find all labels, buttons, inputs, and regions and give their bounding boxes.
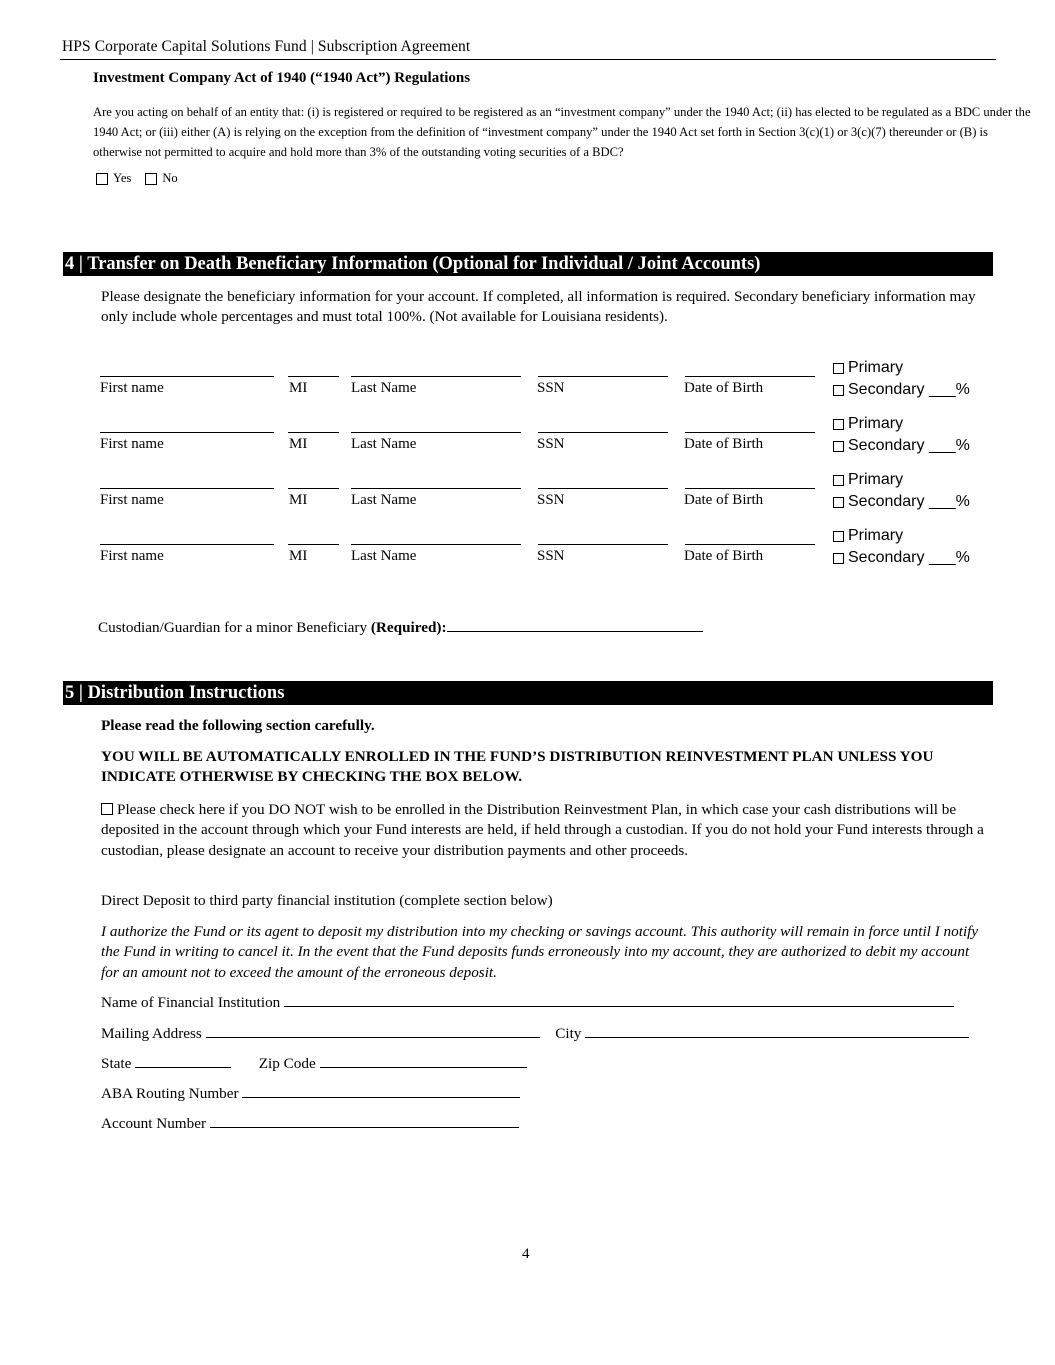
secondary-checkbox[interactable]: Secondary ___% <box>833 381 970 399</box>
last-name-field[interactable] <box>351 432 521 433</box>
last-name-field[interactable] <box>351 376 521 377</box>
zip-code-label: Zip Code <box>258 1055 316 1072</box>
primary-checkbox[interactable]: Primary <box>833 527 903 545</box>
ssn-label: SSN <box>537 492 565 508</box>
ssn-field[interactable] <box>538 544 668 545</box>
mailing-address-label: Mailing Address <box>101 1025 202 1042</box>
first-name-label: First name <box>100 380 164 396</box>
aba-row <box>101 1084 520 1103</box>
header-divider <box>60 59 996 60</box>
aba-routing-field[interactable] <box>242 1084 520 1098</box>
ssn-field[interactable] <box>538 376 668 377</box>
secondary-checkbox[interactable]: Secondary ___% <box>833 493 970 511</box>
opt-out-checkbox[interactable] <box>101 803 113 815</box>
dob-field[interactable] <box>685 488 815 489</box>
no-label: No <box>162 171 178 185</box>
ssn-field[interactable] <box>538 432 668 433</box>
last-name-label: Last Name <box>351 492 417 508</box>
account-number-field[interactable] <box>210 1114 519 1128</box>
state-label: State <box>101 1055 132 1072</box>
mi-field[interactable] <box>288 544 339 545</box>
yes-label: Yes <box>113 171 132 185</box>
ssn-label: SSN <box>537 548 565 564</box>
dob-field[interactable] <box>685 544 815 545</box>
last-name-label: Last Name <box>351 436 417 452</box>
first-name-field[interactable] <box>100 544 274 545</box>
beneficiary-row-1 <box>100 359 1000 410</box>
checkbox-icon[interactable] <box>145 173 157 185</box>
document-header-title: HPS Corporate Capital Solutions Fund | Subscription Agreement <box>62 38 471 55</box>
primary-checkbox[interactable]: Primary <box>833 471 903 489</box>
institution-row <box>101 993 954 1012</box>
last-name-label: Last Name <box>351 548 417 564</box>
checkbox-icon[interactable] <box>96 173 108 185</box>
first-name-field[interactable] <box>100 376 274 377</box>
mi-label: MI <box>289 548 308 564</box>
first-name-label: First name <box>100 436 164 452</box>
first-name-field[interactable] <box>100 432 274 433</box>
mailing-city-row <box>101 1024 969 1043</box>
zip-code-field[interactable] <box>320 1054 527 1068</box>
account-number-label: Account Number <box>101 1115 207 1132</box>
auto-enroll-notice: YOU WILL BE AUTOMATICALLY ENROLLED IN THE FUND’S DISTRIBUTION REINVESTMENT PLAN UNLESS YOU INDICATE OTHERWISE BY CHECKING THE BOX BELOW. <box>101 748 934 786</box>
dob-label: Date of Birth <box>684 436 764 452</box>
primary-checkbox[interactable]: Primary <box>833 359 903 377</box>
mailing-address-field[interactable] <box>206 1024 540 1038</box>
opt-out-paragraph <box>101 800 986 861</box>
state-zip-row <box>101 1054 527 1073</box>
no-checkbox[interactable] <box>145 171 177 186</box>
act-1940-options <box>96 171 188 186</box>
dob-label: Date of Birth <box>684 380 764 396</box>
ssn-field[interactable] <box>538 488 668 489</box>
ssn-label: SSN <box>537 436 565 452</box>
checkbox-icon[interactable] <box>833 441 844 452</box>
custodian-row <box>98 618 703 637</box>
checkbox-icon[interactable] <box>833 475 844 486</box>
checkbox-icon[interactable] <box>833 553 844 564</box>
custodian-required-label: (Required): <box>370 619 447 636</box>
mi-field[interactable] <box>288 488 339 489</box>
checkbox-icon[interactable] <box>833 363 844 374</box>
act-1940-heading: Investment Company Act of 1940 (“1940 Act”) Regulations <box>93 70 471 86</box>
section-5-title: 5 | Distribution Instructions <box>63 681 993 705</box>
opt-out-text: Please check here if you DO NOT wish to be enrolled in the Distribution Reinvestment Plan, in which case your cash distributions will be deposited in the account through which your Fund interests are held, if held through a custodian. If you do not hold your Fund interests through a custodian, please designate an account to receive your distribution payments and other proceeds. <box>101 801 984 859</box>
read-carefully-note: Please read the following section carefully. <box>101 717 375 734</box>
aba-routing-label: ABA Routing Number <box>101 1085 239 1102</box>
checkbox-icon[interactable] <box>833 385 844 396</box>
yes-checkbox[interactable] <box>96 171 131 186</box>
checkbox-icon[interactable] <box>833 419 844 430</box>
ssn-label: SSN <box>537 380 565 396</box>
last-name-label: Last Name <box>351 380 417 396</box>
account-row <box>101 1114 519 1133</box>
city-label: City <box>555 1025 582 1042</box>
dob-field[interactable] <box>685 376 815 377</box>
section-4-title: 4 | Transfer on Death Beneficiary Information (Optional for Individual / Joint Accounts) <box>63 252 993 276</box>
state-field[interactable] <box>135 1054 231 1068</box>
beneficiary-row-2 <box>100 415 1000 466</box>
mi-label: MI <box>289 436 308 452</box>
act-1940-question: Are you acting on behalf of an entity that: (i) is registered or required to be registered as an “investment company” under the 1940 Act; (ii) has elected to be regulated as a BDC under the 1940 Act; or (iii) either (A) is relying on the exception from the definition of “investment company” under the 1940 Act set forth in Section 3(c)(1) or 3(c)(7) thereunder or (B) is otherwise not permitted to acquire and hold more than 3% of the outstanding voting securities of a BDC? <box>93 105 1031 159</box>
institution-label: Name of Financial Institution <box>101 994 281 1011</box>
direct-deposit-label: Direct Deposit to third party financial institution (complete section below) <box>101 892 553 909</box>
authorization-text: I authorize the Fund or its agent to deposit my distribution into my checking or savings account. This authority will remain in force until I notify the Fund in writing to cancel it. In the event that the Fund deposits funds erroneously into my account, they are authorized to debit my account for an amount not to exceed the amount of the erroneous deposit. <box>101 923 979 981</box>
city-field[interactable] <box>585 1024 969 1038</box>
last-name-field[interactable] <box>351 488 521 489</box>
checkbox-icon[interactable] <box>833 531 844 542</box>
institution-field[interactable] <box>284 993 954 1007</box>
page-number: 4 <box>522 1246 530 1262</box>
last-name-field[interactable] <box>351 544 521 545</box>
checkbox-icon[interactable] <box>833 497 844 508</box>
mi-label: MI <box>289 380 308 396</box>
dob-label: Date of Birth <box>684 492 764 508</box>
dob-field[interactable] <box>685 432 815 433</box>
mi-field[interactable] <box>288 432 339 433</box>
dob-label: Date of Birth <box>684 548 764 564</box>
first-name-label: First name <box>100 548 164 564</box>
section-4-intro: Please designate the beneficiary information for your account. If completed, all information is required. Secondary beneficiary information may only include whole percentages and must total 100%. (Not available for Louisiana residents). <box>101 288 976 326</box>
custodian-field[interactable] <box>447 618 703 632</box>
mi-field[interactable] <box>288 376 339 377</box>
first-name-field[interactable] <box>100 488 274 489</box>
custodian-label: Custodian/Guardian for a minor Beneficiary <box>98 619 371 636</box>
secondary-checkbox[interactable]: Secondary ___% <box>833 437 970 455</box>
secondary-checkbox[interactable]: Secondary ___% <box>833 549 970 567</box>
beneficiary-row-4 <box>100 527 1000 578</box>
primary-checkbox[interactable]: Primary <box>833 415 903 433</box>
beneficiary-row-3 <box>100 471 1000 522</box>
mi-label: MI <box>289 492 308 508</box>
first-name-label: First name <box>100 492 164 508</box>
